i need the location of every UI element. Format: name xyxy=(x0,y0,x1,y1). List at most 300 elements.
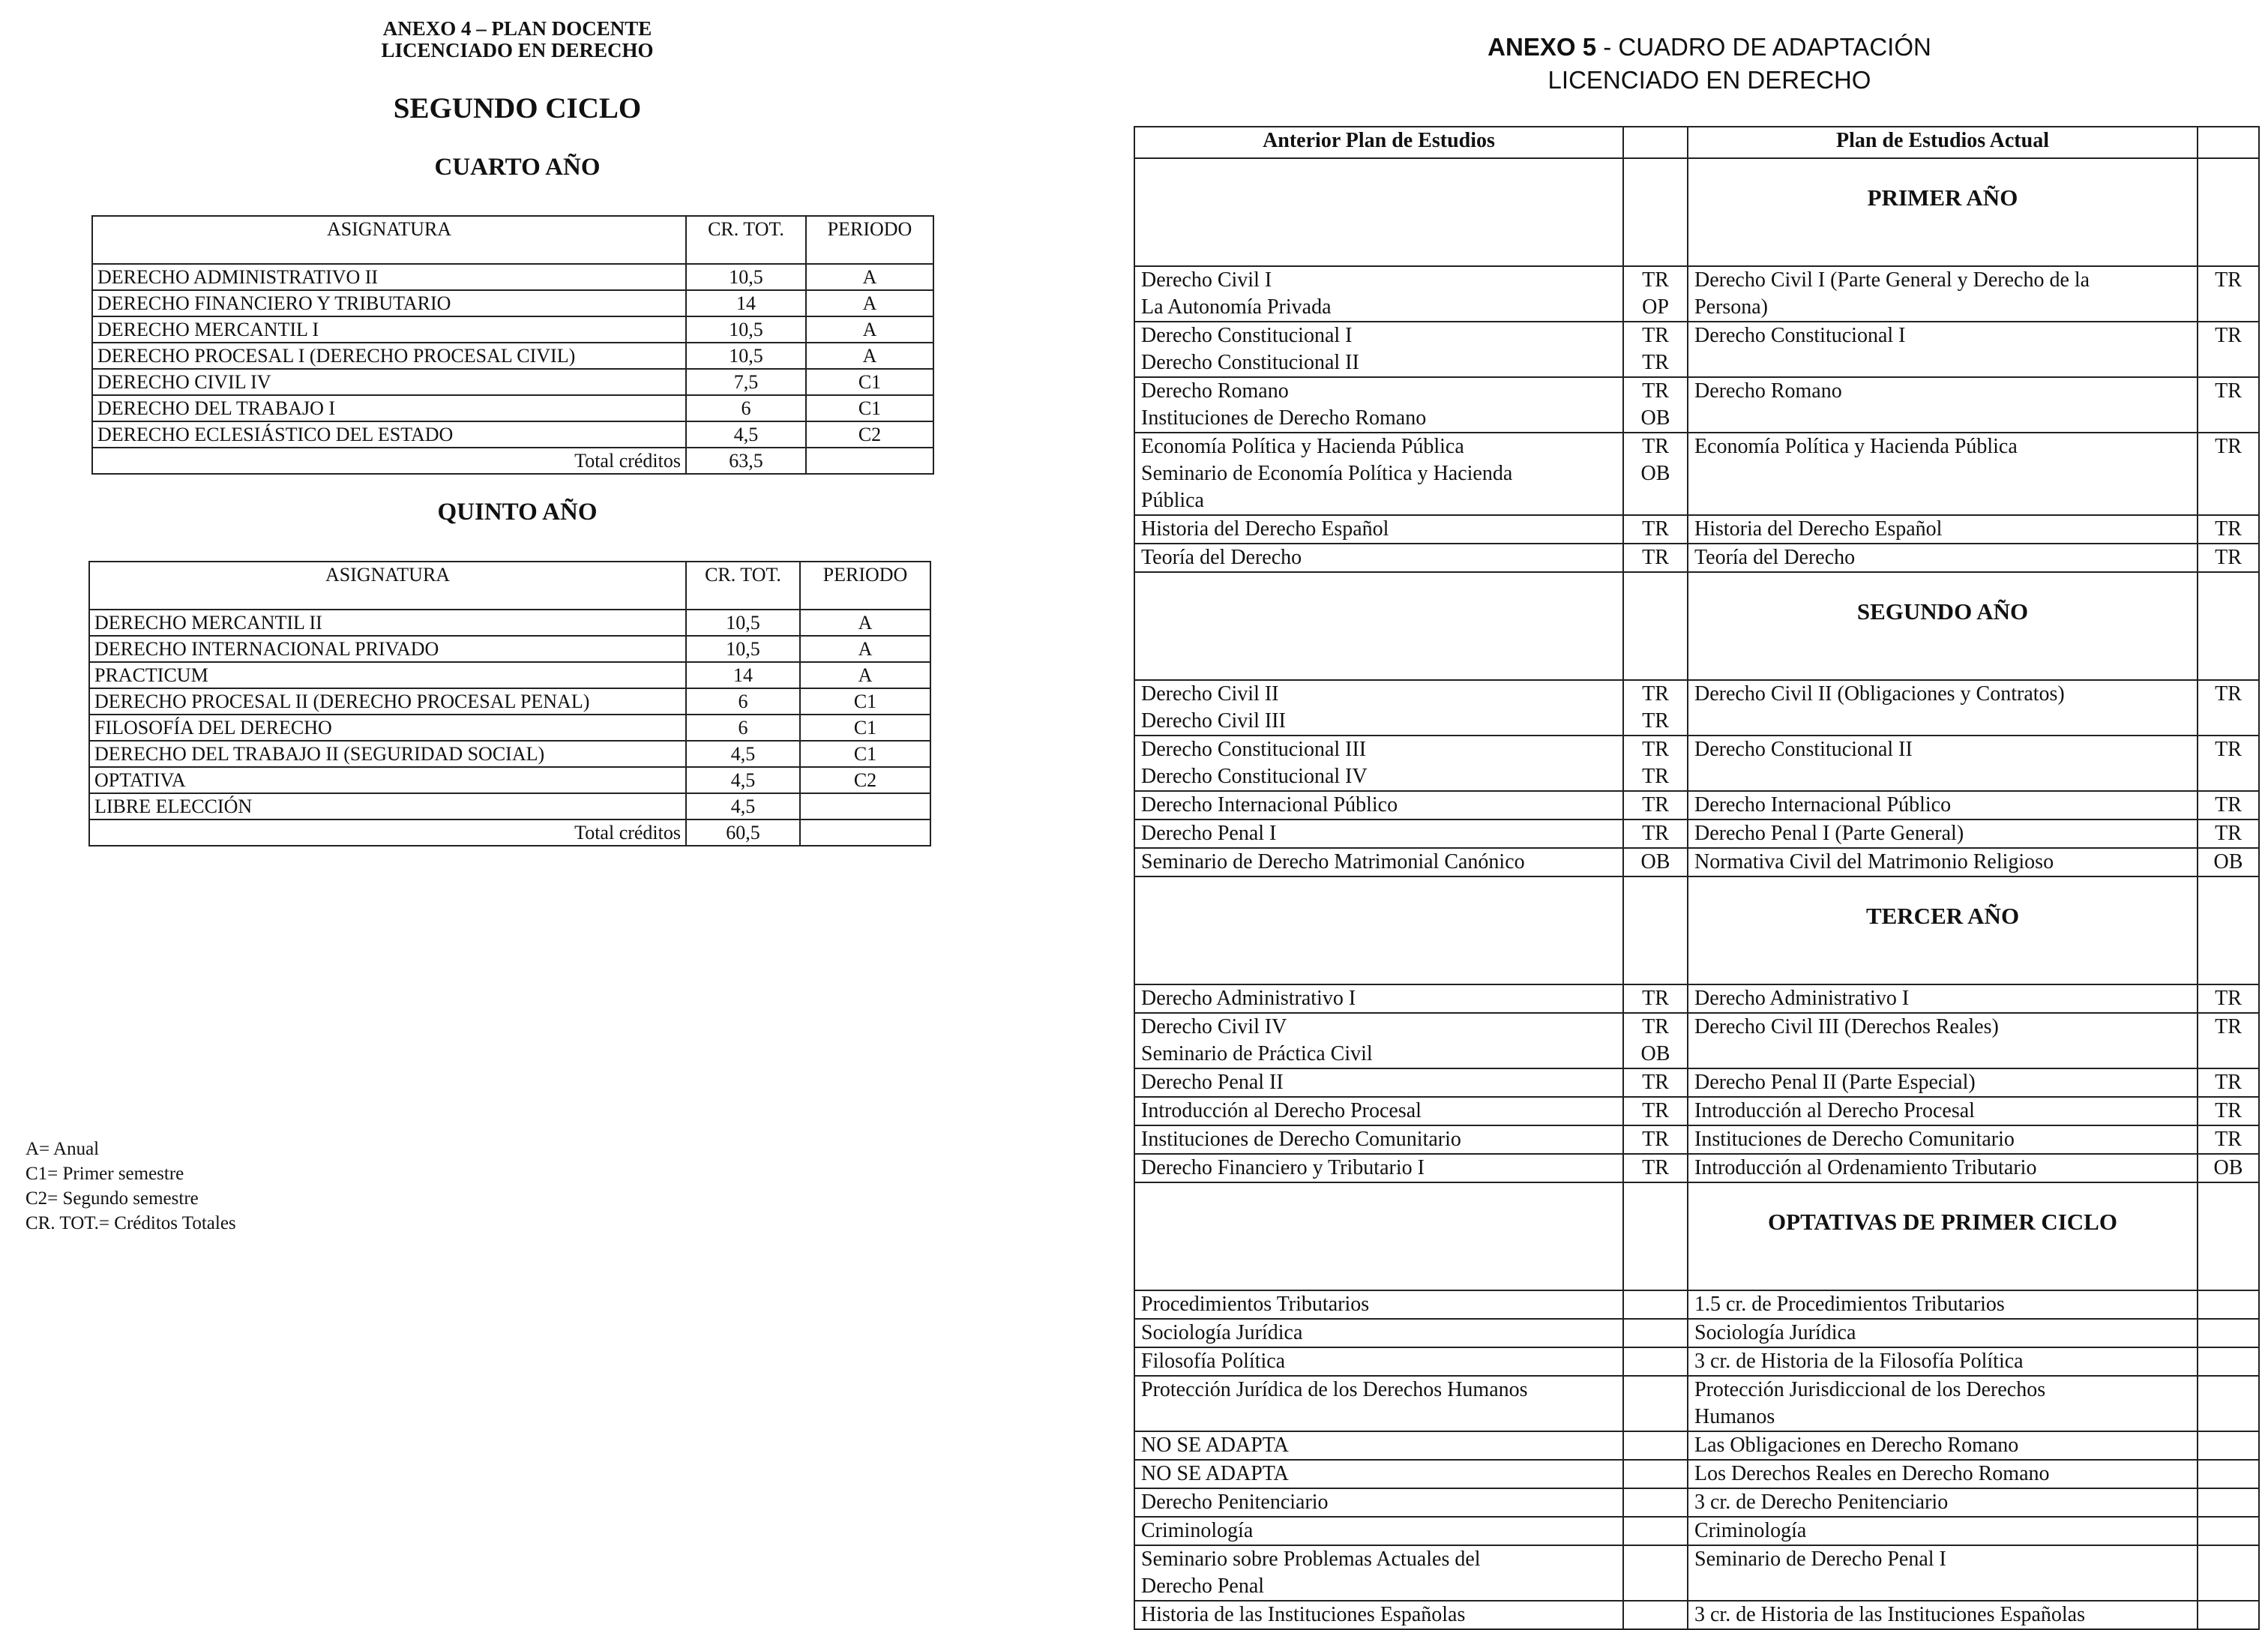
old-type-cell xyxy=(1623,1545,1688,1601)
old-subject: Derecho Civil IV xyxy=(1141,1015,1287,1038)
old-plan-cell xyxy=(1134,1545,1623,1601)
new-subject: Derecho Internacional Público xyxy=(1694,793,1952,816)
old-subject: Criminología xyxy=(1141,1519,1254,1542)
table-row xyxy=(89,767,930,793)
new-subject: Derecho Constitucional II xyxy=(1694,738,1913,761)
adaptation-row xyxy=(1134,1347,2259,1376)
adaptation-row xyxy=(1134,1319,2259,1347)
adaptation-row xyxy=(1134,1545,2259,1601)
table-header-row xyxy=(89,562,930,610)
new-plan-cell xyxy=(1688,1545,2198,1601)
old-type-cell xyxy=(1623,680,1688,736)
new-plan-cell xyxy=(1688,1488,2198,1517)
anexo5-subtitle: LICENCIADO EN DERECHO xyxy=(1547,66,1871,94)
new-plan-cell xyxy=(1688,1347,2198,1376)
new-plan-cell xyxy=(1688,1376,2198,1431)
old-type-cell xyxy=(1623,984,1688,1013)
old-plan-cell xyxy=(1134,1601,1623,1629)
cycle-heading: SEGUNDO CICLO xyxy=(393,92,642,124)
old-subject: Introducción al Derecho Procesal xyxy=(1141,1099,1422,1122)
new-plan-cell xyxy=(1688,266,2198,322)
section-title: OPTATIVAS DE PRIMER CICLO xyxy=(1688,1182,2198,1290)
period-cell: C2 xyxy=(806,421,933,448)
new-subject: Criminología xyxy=(1694,1519,1807,1542)
period-cell: A xyxy=(800,610,930,636)
cuarto-heading: CUARTO AÑO xyxy=(434,154,601,181)
old-type: TR xyxy=(1642,822,1669,845)
old-plan-cell xyxy=(1134,1347,1623,1376)
old-plan-cell xyxy=(1134,736,1623,791)
credits-cell: 4,5 xyxy=(686,741,800,767)
section-row xyxy=(1134,1182,2259,1290)
table-row xyxy=(92,290,933,316)
adaptation-row xyxy=(1134,1488,2259,1517)
adaptation-row xyxy=(1134,791,2259,819)
old-subject: Seminario de Economía Política y Hacienda xyxy=(1141,462,1513,485)
old-plan-cell xyxy=(1134,1290,1623,1319)
new-plan-cell xyxy=(1688,322,2198,377)
new-subject: Derecho Constitucional I xyxy=(1694,324,1906,347)
new-subject: Las Obligaciones en Derecho Romano xyxy=(1694,1434,2019,1457)
new-plan-cell xyxy=(1688,1125,2198,1154)
total-empty xyxy=(806,448,933,474)
new-type-cell: TR xyxy=(2198,433,2259,515)
total-row xyxy=(92,448,933,474)
period-cell: A xyxy=(806,343,933,369)
old-type-cell xyxy=(1623,433,1688,515)
new-plan-cell xyxy=(1688,1290,2198,1319)
old-plan-cell xyxy=(1134,1097,1623,1125)
new-plan-cell xyxy=(1688,1601,2198,1629)
credits-cell: 4,5 xyxy=(686,767,800,793)
new-subject: 3 cr. de Historia de la Filosofía Política xyxy=(1694,1350,2024,1373)
new-subject: Introducción al Ordenamiento Tributario xyxy=(1694,1156,2037,1179)
anexo4-title xyxy=(330,18,705,61)
total-value: 63,5 xyxy=(686,448,806,474)
credits-cell: 10,5 xyxy=(686,636,800,662)
old-subject: NO SE ADAPTA xyxy=(1141,1434,1289,1457)
new-type-cell xyxy=(2198,1545,2259,1601)
old-plan-cell xyxy=(1134,1376,1623,1431)
legend-item: C2= Segundo semestre xyxy=(25,1188,199,1209)
col-header-old-plan: Anterior Plan de Estudios xyxy=(1134,127,1623,158)
adaptation-row xyxy=(1134,1376,2259,1431)
old-subject: Derecho Constitucional II xyxy=(1141,351,1359,374)
adaptation-row xyxy=(1134,1013,2259,1068)
old-type-cell xyxy=(1623,1488,1688,1517)
old-subject: La Autonomía Privada xyxy=(1141,295,1332,319)
new-type-cell: TR xyxy=(2198,1125,2259,1154)
new-type-cell xyxy=(2198,1517,2259,1545)
old-subject: Seminario sobre Problemas Actuales del xyxy=(1141,1548,1481,1571)
adaptation-row xyxy=(1134,433,2259,515)
old-type-cell xyxy=(1623,266,1688,322)
new-type-cell: OB xyxy=(2198,848,2259,876)
total-row xyxy=(89,819,930,846)
new-type-cell: TR xyxy=(2198,1097,2259,1125)
new-subject: Sociología Jurídica xyxy=(1694,1321,1856,1344)
old-type-cell xyxy=(1623,1154,1688,1182)
adaptation-header-row xyxy=(1134,127,2259,158)
old-type: TR xyxy=(1642,351,1669,374)
old-plan-cell xyxy=(1134,1431,1623,1460)
old-subject: Economía Política y Hacienda Pública xyxy=(1141,435,1464,458)
old-subject: Derecho Penal I xyxy=(1141,822,1277,845)
old-type: TR xyxy=(1642,682,1669,706)
col-header-subject: ASIGNATURA xyxy=(92,216,686,264)
old-type-cell xyxy=(1623,791,1688,819)
new-subject: Persona) xyxy=(1694,295,1768,319)
adaptation-row xyxy=(1134,984,2259,1013)
new-type-cell xyxy=(2198,1431,2259,1460)
old-type-cell xyxy=(1623,1347,1688,1376)
new-plan-cell xyxy=(1688,984,2198,1013)
subject-cell: DERECHO MERCANTIL I xyxy=(92,316,686,343)
table-row xyxy=(89,715,930,741)
new-type-cell: TR xyxy=(2198,515,2259,544)
total-label: Total créditos xyxy=(92,448,686,474)
subject-cell: PRACTICUM xyxy=(89,662,686,688)
new-type-cell xyxy=(2198,1319,2259,1347)
old-plan-cell xyxy=(1134,680,1623,736)
section-blank xyxy=(1134,1182,1623,1290)
old-type: TR xyxy=(1642,793,1669,816)
adaptation-row xyxy=(1134,736,2259,791)
section-blank xyxy=(1134,876,1623,984)
section-title: SEGUNDO AÑO xyxy=(1688,572,2198,680)
adaptation-row xyxy=(1134,819,2259,848)
old-plan-cell xyxy=(1134,266,1623,322)
new-type-cell xyxy=(2198,1290,2259,1319)
old-type: TR xyxy=(1642,435,1669,458)
old-subject: Procedimientos Tributarios xyxy=(1141,1293,1370,1316)
adaptation-row xyxy=(1134,544,2259,572)
adaptation-row xyxy=(1134,322,2259,377)
total-label: Total créditos xyxy=(89,819,686,846)
old-type: OB xyxy=(1640,406,1670,430)
new-type-cell: TR xyxy=(2198,680,2259,736)
old-subject: Derecho Penal II xyxy=(1141,1071,1284,1094)
new-subject: Derecho Administrativo I xyxy=(1694,987,1910,1010)
old-type: TR xyxy=(1642,1015,1669,1038)
new-subject: Instituciones de Derecho Comunitario xyxy=(1694,1128,2015,1151)
period-cell: A xyxy=(806,264,933,290)
new-subject: Los Derechos Reales en Derecho Romano xyxy=(1694,1462,2050,1485)
adaptation-row xyxy=(1134,848,2259,876)
old-plan-cell xyxy=(1134,544,1623,572)
adaptation-row xyxy=(1134,515,2259,544)
old-subject: Sociología Jurídica xyxy=(1141,1321,1303,1344)
adaptation-row xyxy=(1134,1097,2259,1125)
old-subject: Derecho Constitucional III xyxy=(1141,738,1367,761)
old-type: TR xyxy=(1642,546,1669,569)
new-type-cell: TR xyxy=(2198,1013,2259,1068)
old-type-cell xyxy=(1623,1601,1688,1629)
adaptation-row xyxy=(1134,377,2259,433)
credits-cell: 10,5 xyxy=(686,264,806,290)
subject-cell: DERECHO PROCESAL I (DERECHO PROCESAL CIVIL) xyxy=(92,343,686,369)
credits-cell: 6 xyxy=(686,395,806,421)
old-type: TR xyxy=(1642,709,1669,733)
subject-cell: DERECHO ADMINISTRATIVO II xyxy=(92,264,686,290)
old-type-cell xyxy=(1623,544,1688,572)
col-header-period: PERIODO xyxy=(800,562,930,610)
new-subject: Historia del Derecho Español xyxy=(1694,517,1943,541)
new-type-cell xyxy=(2198,1488,2259,1517)
credits-cell: 4,5 xyxy=(686,793,800,819)
new-plan-cell xyxy=(1688,1154,2198,1182)
old-plan-cell xyxy=(1134,1013,1623,1068)
period-cell: C1 xyxy=(806,369,933,395)
new-type-cell xyxy=(2198,1376,2259,1431)
old-subject: Derecho Penal xyxy=(1141,1575,1265,1598)
old-plan-cell xyxy=(1134,515,1623,544)
old-type-cell xyxy=(1623,1319,1688,1347)
old-subject: NO SE ADAPTA xyxy=(1141,1462,1289,1485)
old-type-cell xyxy=(1623,377,1688,433)
old-subject: Pública xyxy=(1141,489,1204,512)
new-type-cell: TR xyxy=(2198,322,2259,377)
new-subject: Derecho Civil II (Obligaciones y Contratos) xyxy=(1694,682,2065,706)
new-subject: Protección Jurisdiccional de los Derechos xyxy=(1694,1378,2046,1401)
old-type-cell xyxy=(1623,1068,1688,1097)
old-type: OP xyxy=(1642,295,1669,319)
old-type-cell xyxy=(1623,736,1688,791)
section-blank xyxy=(2198,876,2259,984)
new-subject: Economía Política y Hacienda Pública xyxy=(1694,435,2018,458)
col-header-credits: CR. TOT. xyxy=(686,562,800,610)
old-type-cell xyxy=(1623,1013,1688,1068)
old-subject: Derecho Civil III xyxy=(1141,709,1286,733)
old-plan-cell xyxy=(1134,377,1623,433)
period-cell: A xyxy=(800,662,930,688)
subject-cell: DERECHO PROCESAL II (DERECHO PROCESAL PENAL) xyxy=(89,688,686,715)
new-subject: Derecho Civil III (Derechos Reales) xyxy=(1694,1015,1999,1038)
old-subject: Historia del Derecho Español xyxy=(1141,517,1389,541)
section-blank xyxy=(1623,1182,1688,1290)
period-cell: C1 xyxy=(800,688,930,715)
new-plan-cell xyxy=(1688,544,2198,572)
new-plan-cell xyxy=(1688,1460,2198,1488)
adaptation-row xyxy=(1134,1460,2259,1488)
adaptation-row xyxy=(1134,1154,2259,1182)
anexo4-title-line1: ANEXO 4 – PLAN DOCENTE xyxy=(382,17,652,40)
legend-item: C1= Primer semestre xyxy=(25,1164,184,1184)
subject-cell: FILOSOFÍA DEL DERECHO xyxy=(89,715,686,741)
table-row xyxy=(92,395,933,421)
old-type: OB xyxy=(1640,462,1670,485)
new-subject: Derecho Civil I (Parte General y Derecho de la xyxy=(1694,268,2090,292)
old-type-cell xyxy=(1623,1097,1688,1125)
new-type-cell: TR xyxy=(2198,736,2259,791)
old-plan-cell xyxy=(1134,819,1623,848)
new-type-cell: TR xyxy=(2198,984,2259,1013)
credits-cell: 14 xyxy=(686,290,806,316)
total-empty xyxy=(800,819,930,846)
old-plan-cell xyxy=(1134,1125,1623,1154)
new-type-cell: TR xyxy=(2198,544,2259,572)
section-blank xyxy=(1623,158,1688,266)
legend-item: A= Anual xyxy=(25,1139,100,1159)
new-subject: Seminario de Derecho Penal I xyxy=(1694,1548,1946,1571)
anexo5-title-rest: - CUADRO DE ADAPTACIÓN xyxy=(1596,33,1931,61)
credits-cell: 4,5 xyxy=(686,421,806,448)
old-type-cell xyxy=(1623,1125,1688,1154)
table-row xyxy=(89,688,930,715)
old-subject: Filosofía Política xyxy=(1141,1350,1286,1373)
old-plan-cell xyxy=(1134,1460,1623,1488)
new-type-cell xyxy=(2198,1460,2259,1488)
adaptation-row xyxy=(1134,1517,2259,1545)
old-type-cell xyxy=(1623,1517,1688,1545)
new-plan-cell xyxy=(1688,1517,2198,1545)
old-type: TR xyxy=(1642,268,1669,292)
section-title: PRIMER AÑO xyxy=(1688,158,2198,266)
old-subject: Protección Jurídica de los Derechos Humanos xyxy=(1141,1378,1528,1401)
quinto-table xyxy=(88,561,931,846)
old-type-cell xyxy=(1623,515,1688,544)
old-plan-cell xyxy=(1134,1154,1623,1182)
period-cell: C1 xyxy=(800,741,930,767)
old-subject: Instituciones de Derecho Comunitario xyxy=(1141,1128,1461,1151)
table-row xyxy=(89,636,930,662)
section-blank xyxy=(2198,1182,2259,1290)
adaptation-row xyxy=(1134,1290,2259,1319)
subject-cell: DERECHO DEL TRABAJO I xyxy=(92,395,686,421)
old-plan-cell xyxy=(1134,322,1623,377)
new-plan-cell xyxy=(1688,377,2198,433)
old-type: TR xyxy=(1642,765,1669,788)
old-subject: Seminario de Práctica Civil xyxy=(1141,1042,1373,1065)
quinto-heading: QUINTO AÑO xyxy=(437,499,598,526)
period-cell xyxy=(800,793,930,819)
section-blank xyxy=(1623,876,1688,984)
new-subject: 3 cr. de Derecho Penitenciario xyxy=(1694,1491,1949,1514)
table-row xyxy=(92,369,933,395)
new-subject: Teoría del Derecho xyxy=(1694,546,1856,569)
anexo4-title-line2: LICENCIADO EN DERECHO xyxy=(381,39,654,61)
anexo5-title-bold: ANEXO 5 xyxy=(1488,33,1597,61)
legend-item: CR. TOT.= Créditos Totales xyxy=(25,1213,236,1233)
old-type: OB xyxy=(1640,850,1670,873)
col-header-old-type xyxy=(1623,127,1688,158)
subject-cell: DERECHO FINANCIERO Y TRIBUTARIO xyxy=(92,290,686,316)
old-type: TR xyxy=(1642,324,1669,347)
col-header-subject: ASIGNATURA xyxy=(89,562,686,610)
credits-cell: 10,5 xyxy=(686,610,800,636)
adaptation-row xyxy=(1134,1431,2259,1460)
col-header-credits: CR. TOT. xyxy=(686,216,806,264)
cuarto-table xyxy=(91,215,934,475)
section-row xyxy=(1134,876,2259,984)
old-plan-cell xyxy=(1134,1319,1623,1347)
new-plan-cell xyxy=(1688,1431,2198,1460)
new-subject: 1.5 cr. de Procedimientos Tributarios xyxy=(1694,1293,2005,1316)
table-row xyxy=(89,610,930,636)
new-subject: Normativa Civil del Matrimonio Religioso xyxy=(1694,850,2054,873)
new-subject: Derecho Penal II (Parte Especial) xyxy=(1694,1071,1976,1094)
table-row xyxy=(89,662,930,688)
credits-cell: 7,5 xyxy=(686,369,806,395)
new-type-cell xyxy=(2198,1347,2259,1376)
new-subject: Introducción al Derecho Procesal xyxy=(1694,1099,1975,1122)
new-plan-cell xyxy=(1688,1013,2198,1068)
new-plan-cell xyxy=(1688,1319,2198,1347)
old-subject: Derecho Constitucional IV xyxy=(1141,765,1368,788)
adaptation-row xyxy=(1134,680,2259,736)
period-cell: A xyxy=(806,316,933,343)
subject-cell: DERECHO CIVIL IV xyxy=(92,369,686,395)
old-plan-cell xyxy=(1134,1517,1623,1545)
old-type: TR xyxy=(1642,1128,1669,1151)
old-type-cell xyxy=(1623,1376,1688,1431)
legend xyxy=(25,1137,236,1236)
old-type: TR xyxy=(1642,1156,1669,1179)
col-header-new-plan: Plan de Estudios Actual xyxy=(1688,127,2198,158)
old-type-cell xyxy=(1623,1290,1688,1319)
section-row xyxy=(1134,572,2259,680)
new-plan-cell xyxy=(1688,819,2198,848)
new-plan-cell xyxy=(1688,515,2198,544)
old-subject: Derecho Romano xyxy=(1141,379,1289,403)
old-subject: Derecho Financiero y Tributario I xyxy=(1141,1156,1425,1179)
old-subject: Derecho Internacional Público xyxy=(1141,793,1398,816)
new-type-cell: OB xyxy=(2198,1154,2259,1182)
old-type-cell xyxy=(1623,1431,1688,1460)
anexo5-title xyxy=(1425,31,1994,63)
new-subject: 3 cr. de Historia de las Instituciones Españolas xyxy=(1694,1603,2085,1626)
new-subject: Derecho Penal I (Parte General) xyxy=(1694,822,1964,845)
new-plan-cell xyxy=(1688,736,2198,791)
subject-cell: LIBRE ELECCIÓN xyxy=(89,793,686,819)
new-plan-cell xyxy=(1688,1068,2198,1097)
old-type-cell xyxy=(1623,848,1688,876)
credits-cell: 10,5 xyxy=(686,343,806,369)
old-plan-cell xyxy=(1134,433,1623,515)
section-blank xyxy=(2198,158,2259,266)
old-type-cell xyxy=(1623,322,1688,377)
old-subject: Historia de las Instituciones Españolas xyxy=(1141,1603,1466,1626)
old-subject: Derecho Administrativo I xyxy=(1141,987,1356,1010)
old-type: TR xyxy=(1642,738,1669,761)
table-row xyxy=(92,264,933,290)
new-type-cell: TR xyxy=(2198,377,2259,433)
table-row xyxy=(89,793,930,819)
section-blank xyxy=(1134,572,1623,680)
new-plan-cell xyxy=(1688,791,2198,819)
old-subject: Derecho Civil I xyxy=(1141,268,1272,292)
old-subject: Seminario de Derecho Matrimonial Canónico xyxy=(1141,850,1525,873)
subject-cell: DERECHO DEL TRABAJO II (SEGURIDAD SOCIAL) xyxy=(89,741,686,767)
col-header-period: PERIODO xyxy=(806,216,933,264)
old-plan-cell xyxy=(1134,848,1623,876)
section-blank xyxy=(1623,572,1688,680)
subject-cell: OPTATIVA xyxy=(89,767,686,793)
table-row xyxy=(92,316,933,343)
table-header-row xyxy=(92,216,933,264)
old-type-cell xyxy=(1623,819,1688,848)
old-subject: Instituciones de Derecho Romano xyxy=(1141,406,1427,430)
adaptation-table xyxy=(1134,126,2260,1630)
old-type: TR xyxy=(1642,1071,1669,1094)
old-plan-cell xyxy=(1134,1488,1623,1517)
old-plan-cell xyxy=(1134,1068,1623,1097)
adaptation-row xyxy=(1134,266,2259,322)
new-type-cell xyxy=(2198,1601,2259,1629)
old-type: TR xyxy=(1642,517,1669,541)
credits-cell: 10,5 xyxy=(686,316,806,343)
col-header-new-type xyxy=(2198,127,2259,158)
